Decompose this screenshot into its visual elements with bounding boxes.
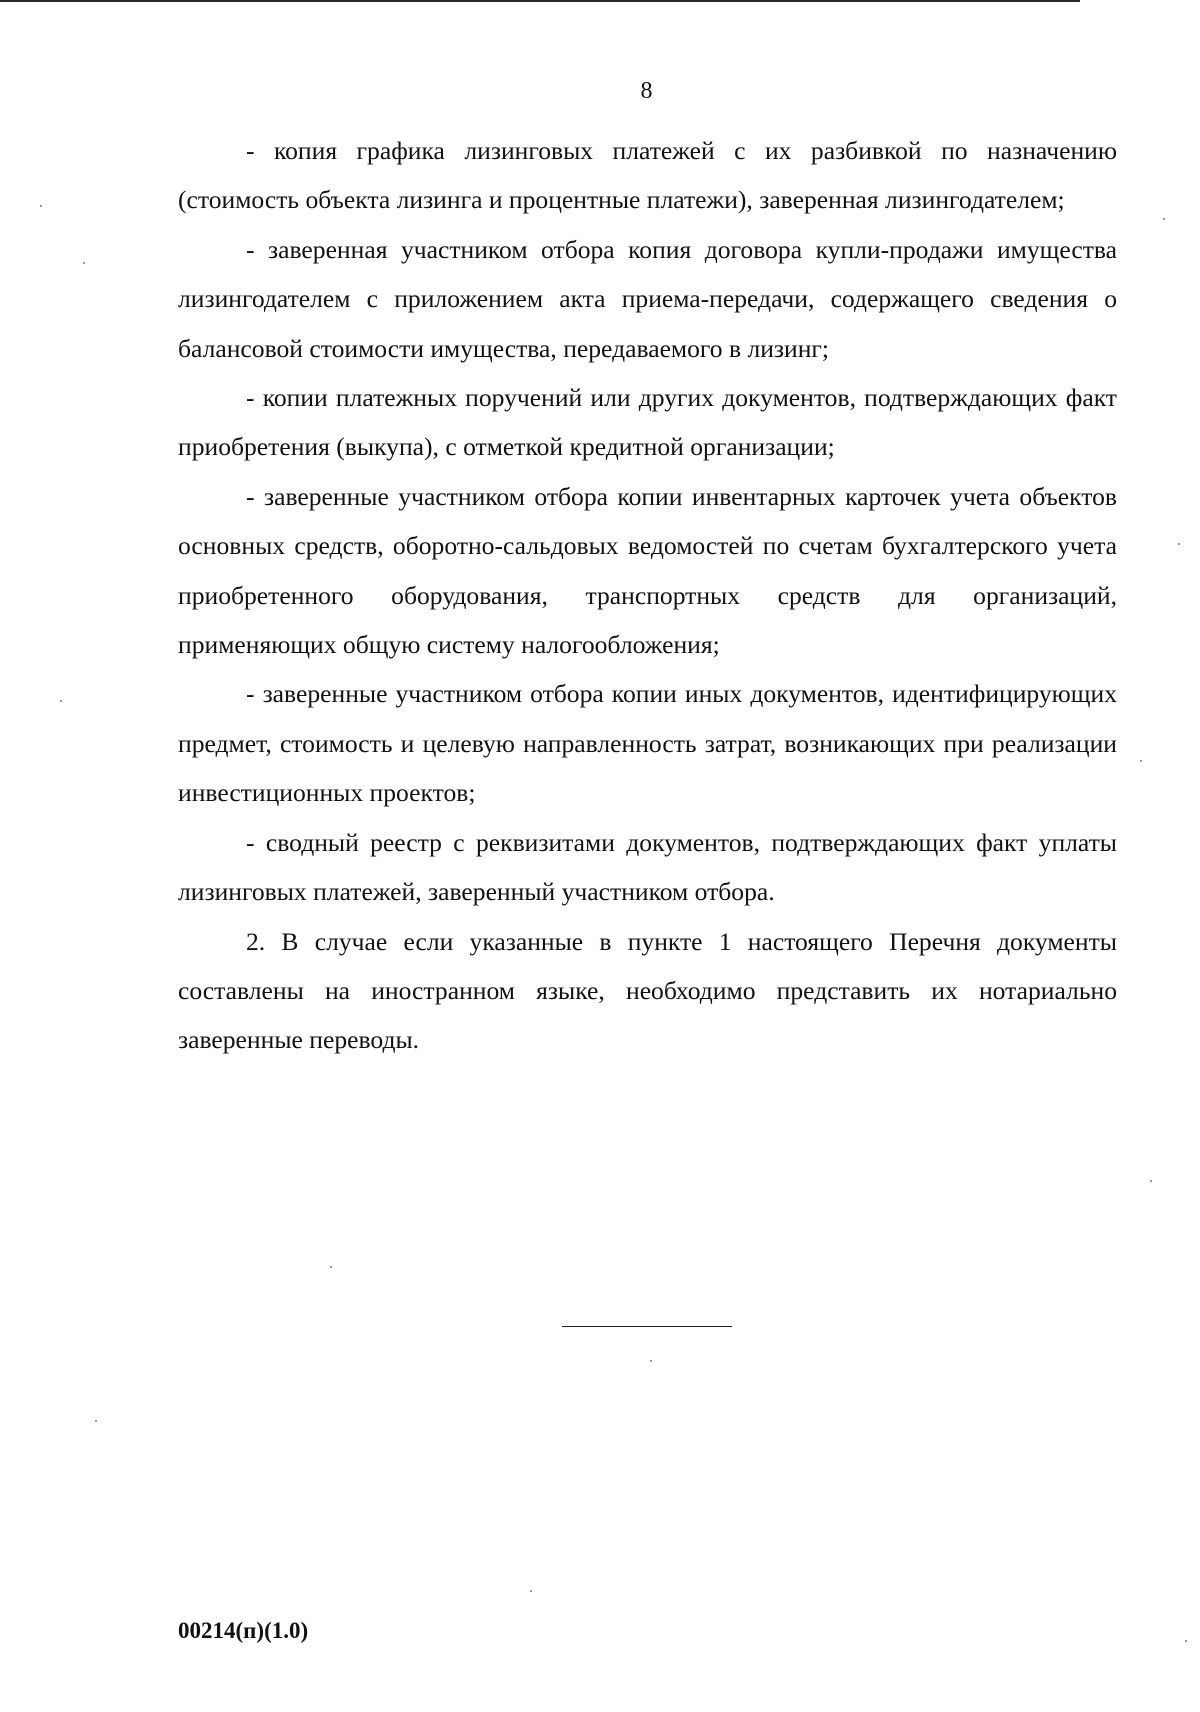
list-item-purchase-contract: - заверенная участником отбора копия договора купли-продажи имущества лизингодателем с приложением акта приема-передачи, содержащего сведения о балансовой стоимости имущества, передаваемого в лизинг; xyxy=(178,234,1117,363)
document-body xyxy=(178,126,1117,1065)
scan-speck xyxy=(330,1266,332,1268)
list-item-summary-register: - сводный реестр с реквизитами документов, подтверждающих факт уплаты лизинговых платежей, заверенный участником отбора. xyxy=(178,827,1117,907)
list-item-payment-orders: - копии платежных поручений или других документов, подтверждающих факт приобретения (выкупа), с отметкой кредитной организации; xyxy=(178,383,1117,462)
scan-speck xyxy=(530,1590,532,1592)
document-code: 00214(п)(1.0) xyxy=(178,1618,309,1643)
scan-speck xyxy=(1163,218,1165,220)
scan-speck xyxy=(1178,543,1180,545)
scan-speck xyxy=(1185,1640,1187,1642)
list-item-inventory-cards: - заверенные участником отбора копии инвентарных карточек учета объектов основных средств, оборотно-сальдовых ведомостей по счетам бухгалтерского учета приобретенного оборудования, транспортных средств для организаций, применяющих общую систему налогообложения; xyxy=(178,481,1117,660)
clause-foreign-language: 2. В случае если указанные в пункте 1 настоящего Перечня документы составлены на иностранном языке, необходимо представить их нотариально заверенные переводы. xyxy=(178,926,1117,1055)
scan-speck xyxy=(83,262,85,264)
scan-top-edge xyxy=(0,0,1080,2)
page-number: 8 xyxy=(640,78,653,104)
list-item-leasing-schedule: - копия графика лизинговых платежей с их разбивкой по назначению (стоимость объекта лизинга и процентные платежи), заверенная лизингодателем; xyxy=(178,136,1117,215)
scan-speck xyxy=(650,1360,652,1362)
end-of-text-rule xyxy=(562,1326,732,1327)
scan-speck xyxy=(95,1420,97,1422)
scan-speck xyxy=(40,205,42,207)
list-item-other-documents: - заверенные участником отбора копии иных документов, идентифицирующих предмет, стоимость и целевую направленность затрат, возникающих при реализации инвестиционных проектов; xyxy=(178,679,1117,808)
scan-speck xyxy=(1140,760,1142,762)
scan-speck xyxy=(60,700,62,702)
scan-speck xyxy=(1150,1180,1152,1182)
